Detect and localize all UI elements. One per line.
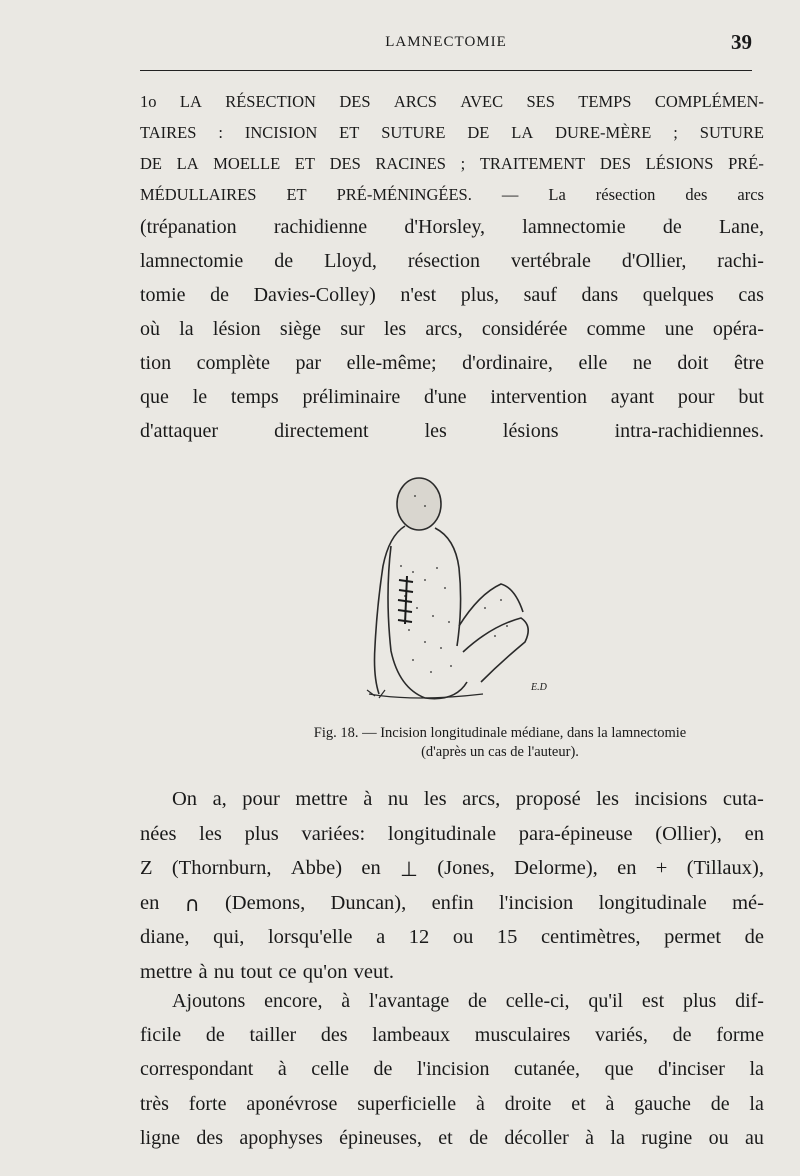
seat-line [369,694,483,698]
figure-illustration [355,476,555,716]
text-line: tomie de Davies-Colley) n'est plus, sauf dans quelques cas [140,284,764,306]
text-line: On a, pour mettre à nu les arcs, proposé les incisions cuta- [172,788,764,810]
text-line: Ajoutons encore, à l'avantage de celle-ci, qu'il est plus dif- [172,990,764,1012]
text-line: en ∩ (Demons, Duncan), enfin l'incision longitudinale mé- [140,891,764,916]
right-side-outline [435,528,461,646]
text-line: (trépanation rachidienne d'Horsley, lamnectomie de Lane, [140,216,764,238]
paragraph-3-text [140,990,764,1161]
text-line: ligne des apophyses épineuses, et de décoller à la rugine ou au [140,1126,764,1149]
text-line: d'attaquer directement les lésions intra-rachidiennes. [140,420,764,442]
running-head [140,30,752,58]
text-line: ficile de tailler des lambeaux musculaires variés, de forme [140,1024,764,1047]
patient-back-illustration [355,476,555,716]
illustrator-signature: E.D [531,682,547,693]
text-line: DE LA MOELLE ET DES RACINES ; TRAITEMENT DES LÉSIONS PRÉ- [140,154,764,173]
median-incision-mark [398,576,413,624]
text-line: que le temps préliminaire d'une intervention ayant pour but [140,386,764,408]
text-line: Z (Thornburn, Abbe) en ⊥ (Jones, Delorme), en + (Tillaux), [140,857,764,881]
figure-caption [240,724,760,762]
page-number: 39 [731,30,752,54]
text-line: TAIRES : INCISION ET SUTURE DE LA DURE-MÈRE ; SUTURE [140,123,764,142]
text-line: MÉDULLAIRES ET PRÉ-MÉNINGÉES. — La résection des arcs [140,185,764,204]
text-line: lamnectomie de Lloyd, résection vertébrale d'Ollier, rachi- [140,250,764,272]
text-line: nées les plus variées: longitudinale para-épineuse (Ollier), en [140,822,764,845]
text-line: où la lésion siège sur les arcs, considérée comme une opéra- [140,318,764,340]
text-line: correspondant à celle de l'incision cutanée, que d'inciser la [140,1058,764,1081]
text-line: tion complète par elle-même; d'ordinaire, elle ne doit être [140,352,764,374]
text-line: 1o LA RÉSECTION DES ARCS AVEC SES TEMPS COMPLÉMEN- [140,92,764,111]
caption-line-2: (d'après un cas de l'auteur). [421,744,579,760]
paragraph-2-text [140,788,764,995]
text-line: très forte aponévrose superficielle à droite et à gauche de la [140,1092,764,1115]
text-line: mettre à nu tout ce qu'on veut. [140,960,395,983]
head-shape [397,478,441,530]
text-line: diane, qui, lorsqu'elle a 12 ou 15 centimètres, permet de [140,926,764,948]
header-rule [140,70,752,71]
leg-outline [463,618,528,682]
caption-line-1: Fig. 18. — Incision longitudinale médiane, dans la lamnectomie [313,725,687,741]
back-outline [388,546,467,699]
section-1-text [140,92,764,454]
running-title: LAMNECTOMIE [385,34,507,50]
